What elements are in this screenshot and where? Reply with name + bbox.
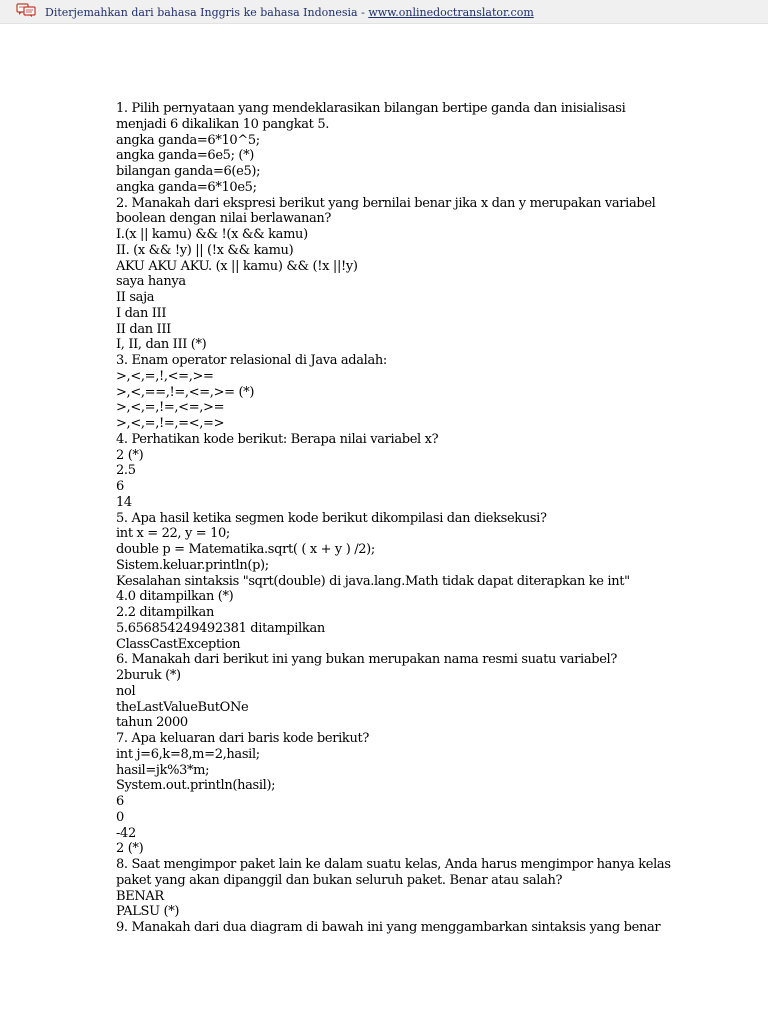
document-line: menjadi 6 dikalikan 10 pangkat 5. bbox=[116, 116, 330, 132]
document-line: 4.0 ditampilkan (*) bbox=[116, 589, 234, 605]
document-line: int j=6,k=8,m=2,hasil; bbox=[116, 746, 260, 762]
document-line: hasil=jk%3*m; bbox=[116, 762, 210, 778]
translator-logo-icon bbox=[16, 3, 36, 17]
document-line: 5. Apa hasil ketika segmen kode berikut dikompilasi dan dieksekusi? bbox=[116, 510, 547, 526]
document-line: 2 (*) bbox=[116, 841, 144, 857]
document-line: boolean dengan nilai berlawanan? bbox=[116, 211, 332, 227]
document-line: I dan III bbox=[116, 305, 167, 321]
document-line: BENAR bbox=[116, 888, 164, 904]
document-line: ClassCastException bbox=[116, 636, 241, 652]
banner-text bbox=[45, 6, 534, 19]
translator-link[interactable]: www.onlinedoctranslator.com bbox=[368, 6, 534, 19]
document-line: paket yang akan dipanggil dan bukan seluruh paket. Benar atau salah? bbox=[116, 872, 563, 888]
document-body bbox=[116, 101, 671, 936]
document-line: 7. Apa keluaran dari baris kode berikut? bbox=[116, 731, 369, 746]
document-line: 2.2 ditampilkan bbox=[116, 605, 214, 620]
document-line: tahun 2000 bbox=[116, 715, 188, 731]
document-line: Sistem.keluar.println(p); bbox=[116, 557, 269, 573]
document-line: bilangan ganda=6(e5); bbox=[116, 164, 261, 179]
document-line: 0 bbox=[116, 809, 124, 825]
document-line: >,<,=,!=,<=,>= bbox=[116, 400, 225, 416]
document-line: System.out.println(hasil); bbox=[116, 778, 276, 794]
document-line: 5.656854249492381 ditampilkan bbox=[116, 620, 325, 636]
document-line: 2 (*) bbox=[116, 447, 144, 463]
banner-label: Diterjemahkan dari bahasa Inggris ke bahasa Indonesia - bbox=[45, 6, 369, 19]
document-line: 6. Manakah dari berikut ini yang bukan merupakan nama resmi suatu variabel? bbox=[116, 652, 617, 668]
document-line: nol bbox=[116, 683, 136, 699]
document-line: 1. Pilih pernyataan yang mendeklarasikan bilangan bertipe ganda dan inisialisasi bbox=[116, 101, 626, 116]
document-line: 9. Manakah dari dua diagram di bawah ini yang menggambarkan sintaksis yang benar bbox=[116, 920, 661, 935]
document-line: II dan III bbox=[116, 321, 171, 337]
document-line: angka ganda=6*10e5; bbox=[116, 179, 257, 195]
document-line: 6 bbox=[116, 794, 124, 809]
document-line: >,<,==,!=,<=,>= (*) bbox=[116, 384, 255, 400]
document-line: int x = 22, y = 10; bbox=[116, 526, 230, 542]
document-line: AKU AKU AKU. (x || kamu) && (!x ||!y) bbox=[116, 258, 358, 274]
document-line: angka ganda=6*10^5; bbox=[116, 132, 260, 148]
document-line: PALSU (*) bbox=[116, 904, 180, 920]
document-line: I.(x || kamu) && !(x && kamu) bbox=[116, 227, 308, 242]
document-line: 4. Perhatikan kode berikut: Berapa nilai variabel x? bbox=[116, 431, 439, 447]
document-line: >,<,=,!=,=<,=> bbox=[116, 416, 225, 431]
document-line: saya hanya bbox=[116, 274, 186, 290]
document-line: I, II, dan III (*) bbox=[116, 337, 207, 353]
document-line: angka ganda=6e5; (*) bbox=[116, 148, 255, 164]
document-line: 8. Saat mengimpor paket lain ke dalam suatu kelas, Anda harus mengimpor hanya kelas bbox=[116, 857, 671, 872]
translation-banner bbox=[0, 0, 768, 24]
document-line: 3. Enam operator relasional di Java adalah: bbox=[116, 353, 387, 368]
document-line: II saja bbox=[116, 290, 155, 305]
document-line: 6 bbox=[116, 479, 124, 494]
document-line: >,<,=,!,<=,>= bbox=[116, 368, 214, 384]
document-line: double p = Matematika.sqrt( ( x + y ) /2); bbox=[116, 542, 375, 557]
document-line: 2. Manakah dari ekspresi berikut yang bernilai benar jika x dan y merupakan variabel bbox=[116, 195, 656, 211]
document-line: 2buruk (*) bbox=[116, 668, 181, 683]
document-line: Kesalahan sintaksis "sqrt(double) di java.lang.Math tidak dapat diterapkan ke int" bbox=[116, 573, 630, 589]
document-line: 14 bbox=[116, 494, 132, 510]
document-line: theLastValueButONe bbox=[116, 699, 249, 715]
document-line: 2.5 bbox=[116, 463, 136, 479]
document-line: -42 bbox=[116, 825, 136, 841]
document-line: II. (x && !y) || (!x && kamu) bbox=[116, 242, 294, 258]
